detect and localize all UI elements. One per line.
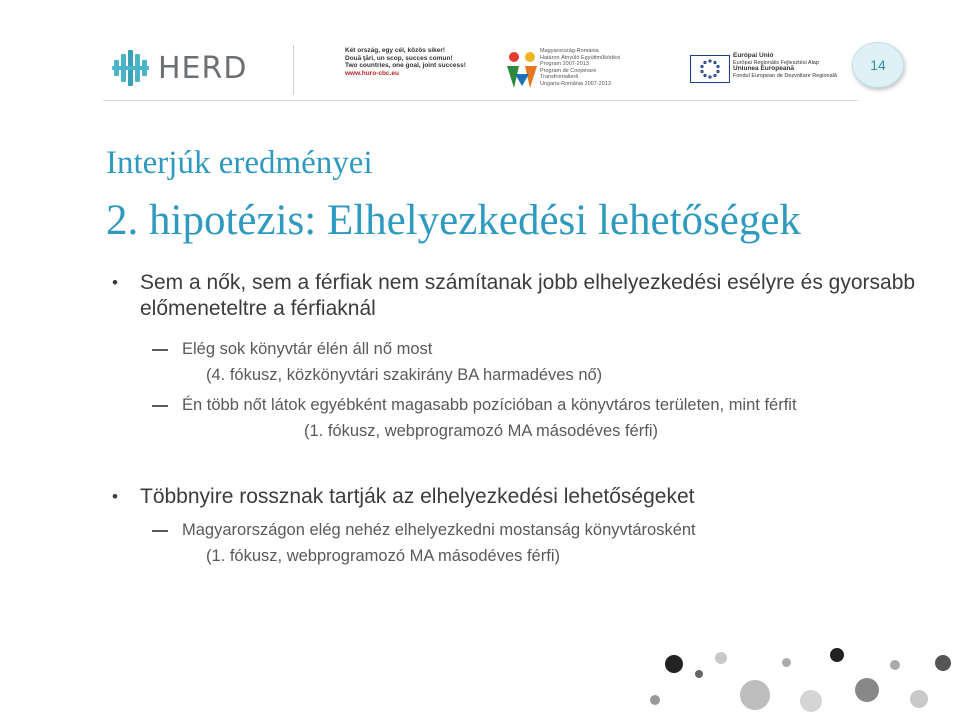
sub-bullet-text: Én több nőt látok egyébként magasabb pozícióban a könyvtáros területen, mint férfit: [182, 396, 797, 414]
bullet-icon: •: [112, 273, 118, 292]
huro-text-line: Határon Átnyúló Együttműködési: [540, 54, 621, 61]
huro-program-logo-icon: [505, 50, 539, 90]
header-divider: [293, 45, 294, 95]
eu-text: [733, 53, 853, 79]
slide-subtitle: 2. hipotézis: Elhelyezkedési lehetőségek: [106, 197, 801, 244]
slogan-line: Két ország, egy cél, közös siker!: [345, 47, 446, 54]
decorative-dots: [640, 640, 960, 720]
bullet-text: Többnyire rossznak tartják az elhelyezkedési lehetőségeket: [140, 485, 695, 508]
sub-bullet-item: [182, 518, 882, 543]
bullet-item: [112, 270, 920, 322]
eu-title-ro: Uniunea Europeană: [733, 65, 795, 72]
sub-bullet-item: [182, 393, 882, 418]
quote-source: (1. fókusz, webprogramozó MA másodéves férfi): [206, 547, 560, 565]
slogan: [345, 47, 485, 77]
sub-bullet-item: [182, 337, 882, 362]
quote-source: (1. fókusz, webprogramozó MA másodéves férfi): [304, 422, 658, 440]
herd-logo-mark-icon: [112, 48, 152, 88]
slide-title: Interjúk eredményei: [106, 145, 373, 181]
quote-source: (4. fókusz, közkönyvtári szakirány BA harmadéves nő): [206, 366, 603, 384]
slogan-url: www.huro-cbc.eu: [345, 69, 399, 77]
page-number-badge: 14: [852, 42, 904, 88]
header-rule: [103, 100, 858, 101]
huro-program-text: [540, 48, 640, 87]
bullet-item: [112, 484, 920, 510]
eu-sub-ro: Fondul European de Dezvoltare Regională: [733, 72, 837, 79]
bullet-text: Sem a nők, sem a férfiak nem számítanak jobb elhelyezkedési esélyre és gyorsabb előmeneteltre a férfiaknál: [140, 271, 916, 320]
huro-text-line: Magyarország-Románia: [540, 48, 599, 54]
slogan-line: Două ţări, un scop, succes comun!: [345, 54, 453, 62]
huro-text-line: Transfrontalieră: [540, 74, 579, 80]
huro-text-line: Ungaria-România 2007-2013: [540, 80, 611, 87]
sub-bullet-text: Magyarországon elég nehéz elhelyezkedni mostanság könyvtárosként: [182, 521, 696, 539]
dash-icon: [152, 349, 168, 351]
dash-icon: [152, 405, 168, 407]
huro-text-line: Program de Cooperare: [540, 67, 597, 74]
huro-text-line: Program 2007-2013: [540, 61, 589, 67]
eu-title: Európai Unió: [733, 52, 774, 59]
dash-icon: [152, 530, 168, 532]
herd-logo: [112, 48, 247, 88]
bullet-icon: •: [112, 487, 118, 506]
sub-bullet-text: Elég sok könyvtár élén áll nő most: [182, 340, 433, 358]
slogan-line: Two countries, one goal, joint success!: [345, 62, 466, 69]
herd-logo-text: HERD: [158, 50, 248, 86]
eu-flag-icon: [690, 55, 730, 83]
eu-sub: Európai Regionális Fejlesztési Alap: [733, 59, 819, 66]
